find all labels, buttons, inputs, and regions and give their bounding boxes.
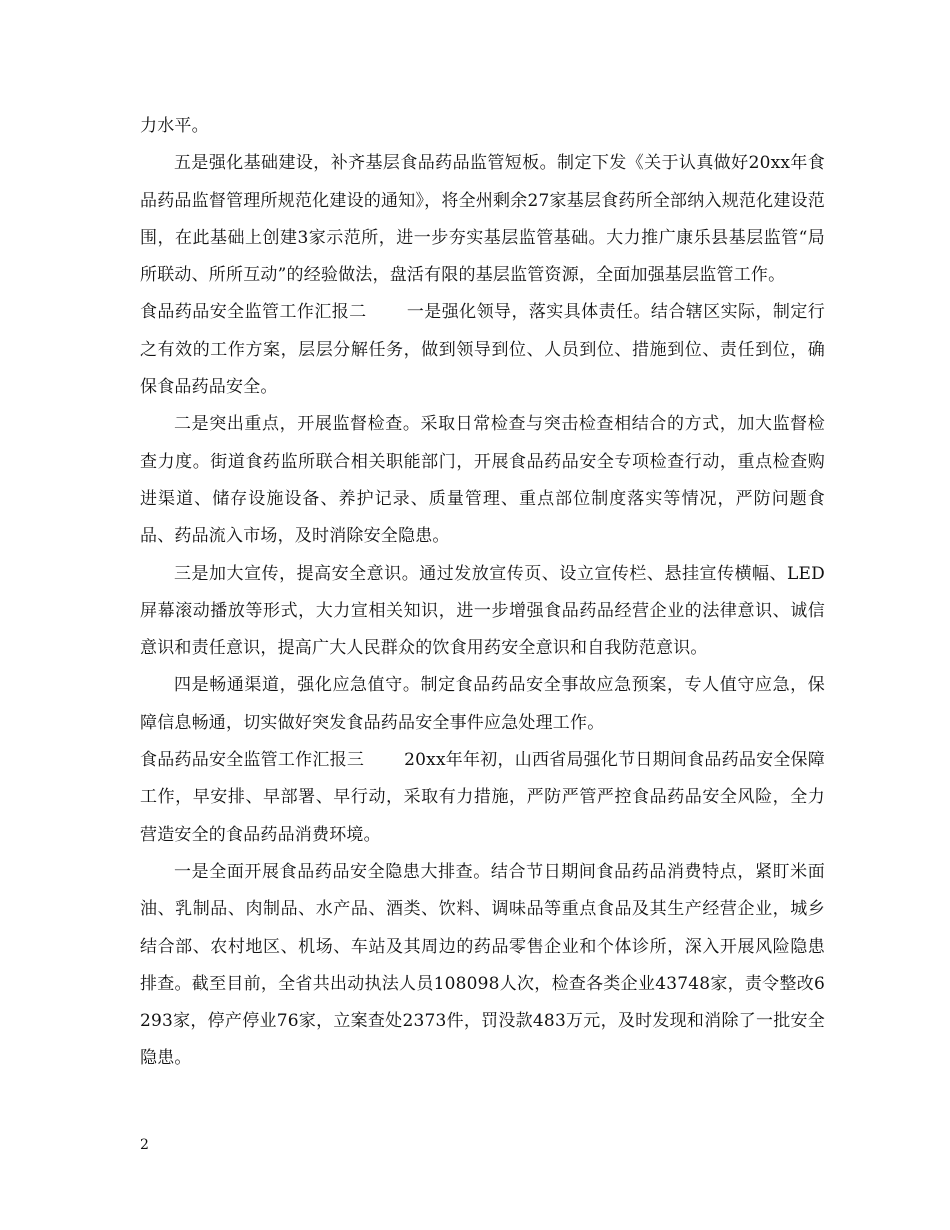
section-heading-report-two: 食品药品安全监管工作汇报二: [140, 302, 367, 323]
document-body: [140, 108, 825, 1078]
paragraph-emergency: 四是畅通渠道，强化应急值守。制定食品药品安全事故应急预案，专人值守应急，保障信息畅通，切实做好突发食品药品安全事件应急处理工作。: [140, 675, 825, 733]
paragraph-continuation: 力水平。: [140, 116, 209, 136]
paragraph-report-two-text: 一是强化领导，落实具体责任。结合辖区实际，制定行之有效的工作方案，层层分解任务，做到领导到位、人员到位、措施到位、责任到位，确保食品药品安全。: [140, 302, 825, 398]
paragraph-publicity: 三是加大宣传，提高安全意识。通过发放宣传页、设立宣传栏、悬挂宣传横幅、LED屏幕滚动播放等形式，大力宣相关知识，进一步增强食品药品经营企业的法律意识、诚信意识和责任意识，提高广大人民群众的饮食用药安全意识和自我防范意识。: [140, 563, 825, 659]
page-number: 2: [140, 1137, 149, 1153]
paragraph-report-two: [140, 294, 825, 406]
paragraph-report-three: [140, 742, 825, 854]
paragraph-inspection: 二是突出重点，开展监督检查。采取日常检查与突击检查相结合的方式，加大监督检查力度。街道食药监所联合相关职能部门，开展食品药品安全专项检查行动，重点检查购进渠道、储存设施设备、养护记录、质量管理、重点部位制度落实等情况，严防问题食品、药品流入市场，及时消除安全隐患。: [140, 414, 825, 547]
paragraph-hazard-check: 一是全面开展食品药品安全隐患大排查。结合节日期间食品药品消费特点，紧盯米面油、乳制品、肉制品、水产品、酒类、饮料、调味品等重点食品及其生产经营企业，城乡结合部、农村地区、机场、车站及其周边的药品零售企业和个体诊所，深入开展风险隐患排查。截至目前，全省共出动执法人员108098人次，检查各类企业43748家，责令整改6293家，停产停业76家，立案查处2373件，罚没款483万元，及时发现和消除了一批安全隐患。: [140, 861, 825, 1069]
section-heading-report-three: 食品药品安全监管工作汇报三: [140, 750, 365, 771]
paragraph-report-three-text: 20xx年年初，山西省局强化节日期间食品药品安全保障工作，早安排、早部署、早行动，采取有力措施，严防严管严控食品药品安全风险，全力营造安全的食品药品消费环境。: [140, 750, 825, 845]
paragraph-infrastructure: 五是强化基础建设，补齐基层食品药品监管短板。制定下发《关于认真做好20xx年食品药品监督管理所规范化建设的通知》，将全州剩余27家基层食药所全部纳入规范化建设范围，在此基础上创建3家示范所，进一步夯实基层监管基础。大力推广康乐县基层监管“局所联动、所所互动”的经验做法，盘活有限的基层监管资源，全面加强基层监管工作。: [140, 153, 825, 286]
